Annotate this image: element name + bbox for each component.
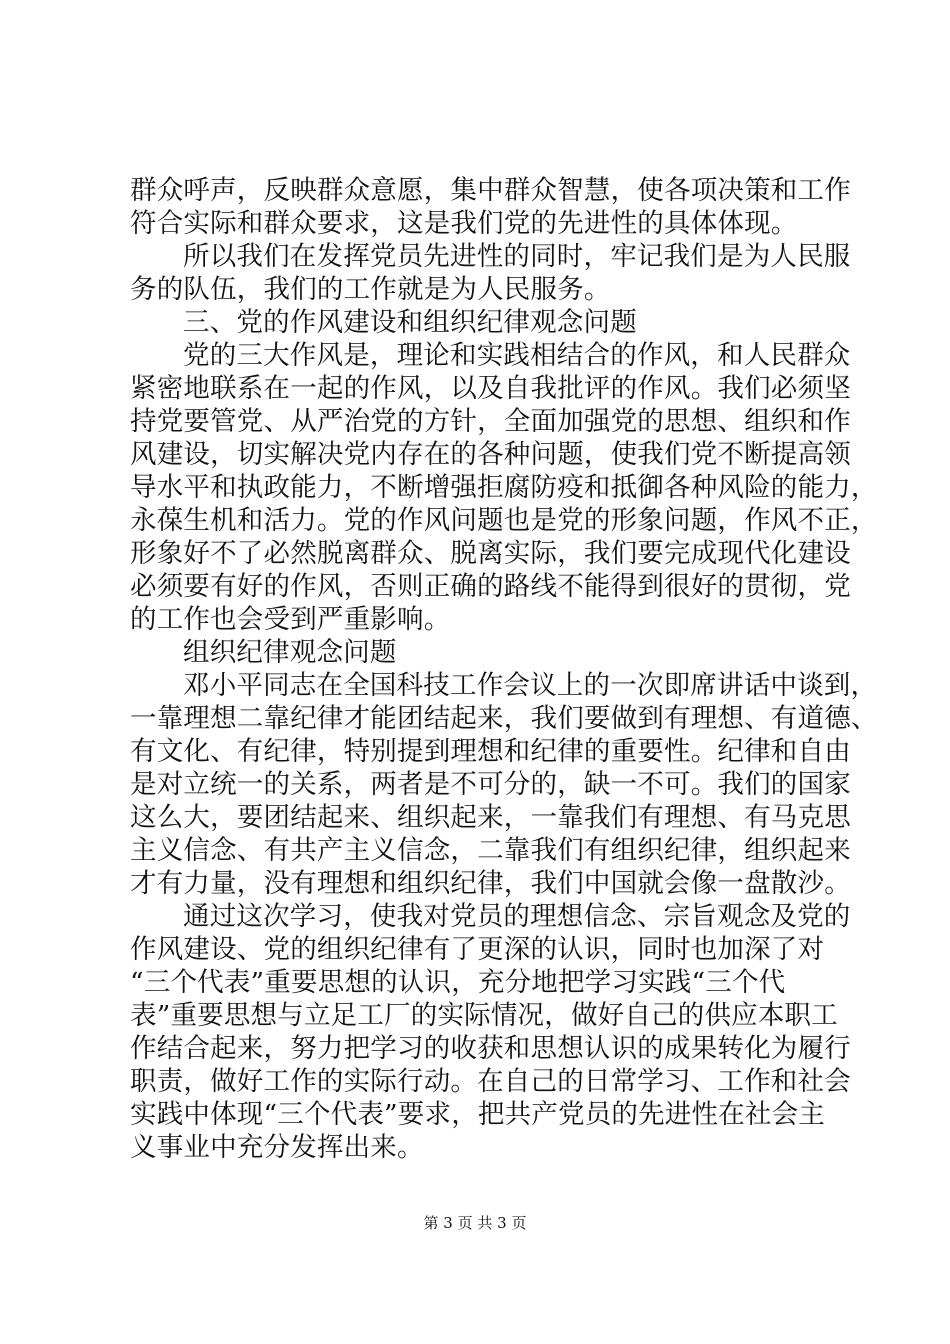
text-line: 风建设，切实解决党内存在的各种问题，使我们党不断提高领 xyxy=(130,439,851,470)
text-line: 务的队伍，我们的工作就是为人民服务。 xyxy=(130,274,611,305)
paragraph-start-line: 党的三大作风是，理论和实践相结合的作风，和人民群众 xyxy=(183,340,851,371)
text-line: 职责，做好工作的实际行动。在自己的日常学习、工作和社会 xyxy=(130,1066,851,1097)
text-line: 紧密地联系在一起的作风，以及自我批评的作风。我们必须坚 xyxy=(130,373,851,404)
section-heading: 三、党的作风建设和组织纪律观念问题 xyxy=(183,307,637,338)
paragraph-start-line: 邓小平同志在全国科技工作会议上的一次即席讲话中谈到， xyxy=(183,670,878,701)
text-line: “三个代表”重要思想的认识，充分地把学习实践“三个代 xyxy=(130,967,786,998)
text-line: 才有力量，没有理想和组织纪律，我们中国就会像一盘散沙。 xyxy=(130,868,851,899)
text-line: 群众呼声，反映群众意愿，集中群众智慧，使各项决策和工作 xyxy=(130,175,851,206)
text-line: 一靠理想二靠纪律才能团结起来，我们要做到有理想、有道德、 xyxy=(130,703,878,734)
subsection-heading: 组织纪律观念问题 xyxy=(183,637,397,668)
text-line: 导水平和执政能力，不断增强拒腐防疫和抵御各种风险的能力， xyxy=(130,472,878,503)
page-number-footer: 第 3 页 共 3 页 xyxy=(423,1214,527,1232)
text-line: 持党要管党、从严治党的方针，全面加强党的思想、组织和作 xyxy=(130,406,851,437)
text-line: 作结合起来，努力把学习的收获和思想认识的成果转化为履行 xyxy=(130,1033,851,1064)
text-line: 有文化、有纪律，特别提到理想和纪律的重要性。纪律和自由 xyxy=(130,736,851,767)
text-line: 实践中体现“三个代表”要求，把共产党员的先进性在社会主 xyxy=(130,1099,825,1130)
text-line: 表”重要思想与立足工厂的实际情况，做好自己的供应本职工 xyxy=(130,1000,838,1031)
text-line: 形象好不了必然脱离群众、脱离实际，我们要完成现代化建设 xyxy=(130,538,851,569)
paragraph-start-line: 所以我们在发挥党员先进性的同时，牢记我们是为人民服 xyxy=(183,241,851,272)
text-line: 主义信念、有共产主义信念，二靠我们有组织纪律，组织起来 xyxy=(130,835,851,866)
text-line: 永葆生机和活力。党的作风问题也是党的形象问题，作风不正， xyxy=(130,505,878,536)
document-body xyxy=(130,174,878,1164)
text-line: 符合实际和群众要求，这是我们党的先进性的具体体现。 xyxy=(130,208,798,239)
text-line: 必须要有好的作风，否则正确的路线不能得到很好的贯彻，党 xyxy=(130,571,851,602)
text-line: 是对立统一的关系，两者是不可分的，缺一不可。我们的国家 xyxy=(130,769,851,800)
paragraph-start-line: 通过这次学习，使我对党员的理想信念、宗旨观念及党的 xyxy=(183,901,851,932)
text-line: 的工作也会受到严重影响。 xyxy=(130,604,451,635)
text-line: 义事业中充分发挥出来。 xyxy=(130,1132,424,1163)
text-line: 这么大，要团结起来、组织起来，一靠我们有理想、有马克思 xyxy=(130,802,851,833)
text-line: 作风建设、党的组织纪律有了更深的认识，同时也加深了对 xyxy=(130,934,825,965)
